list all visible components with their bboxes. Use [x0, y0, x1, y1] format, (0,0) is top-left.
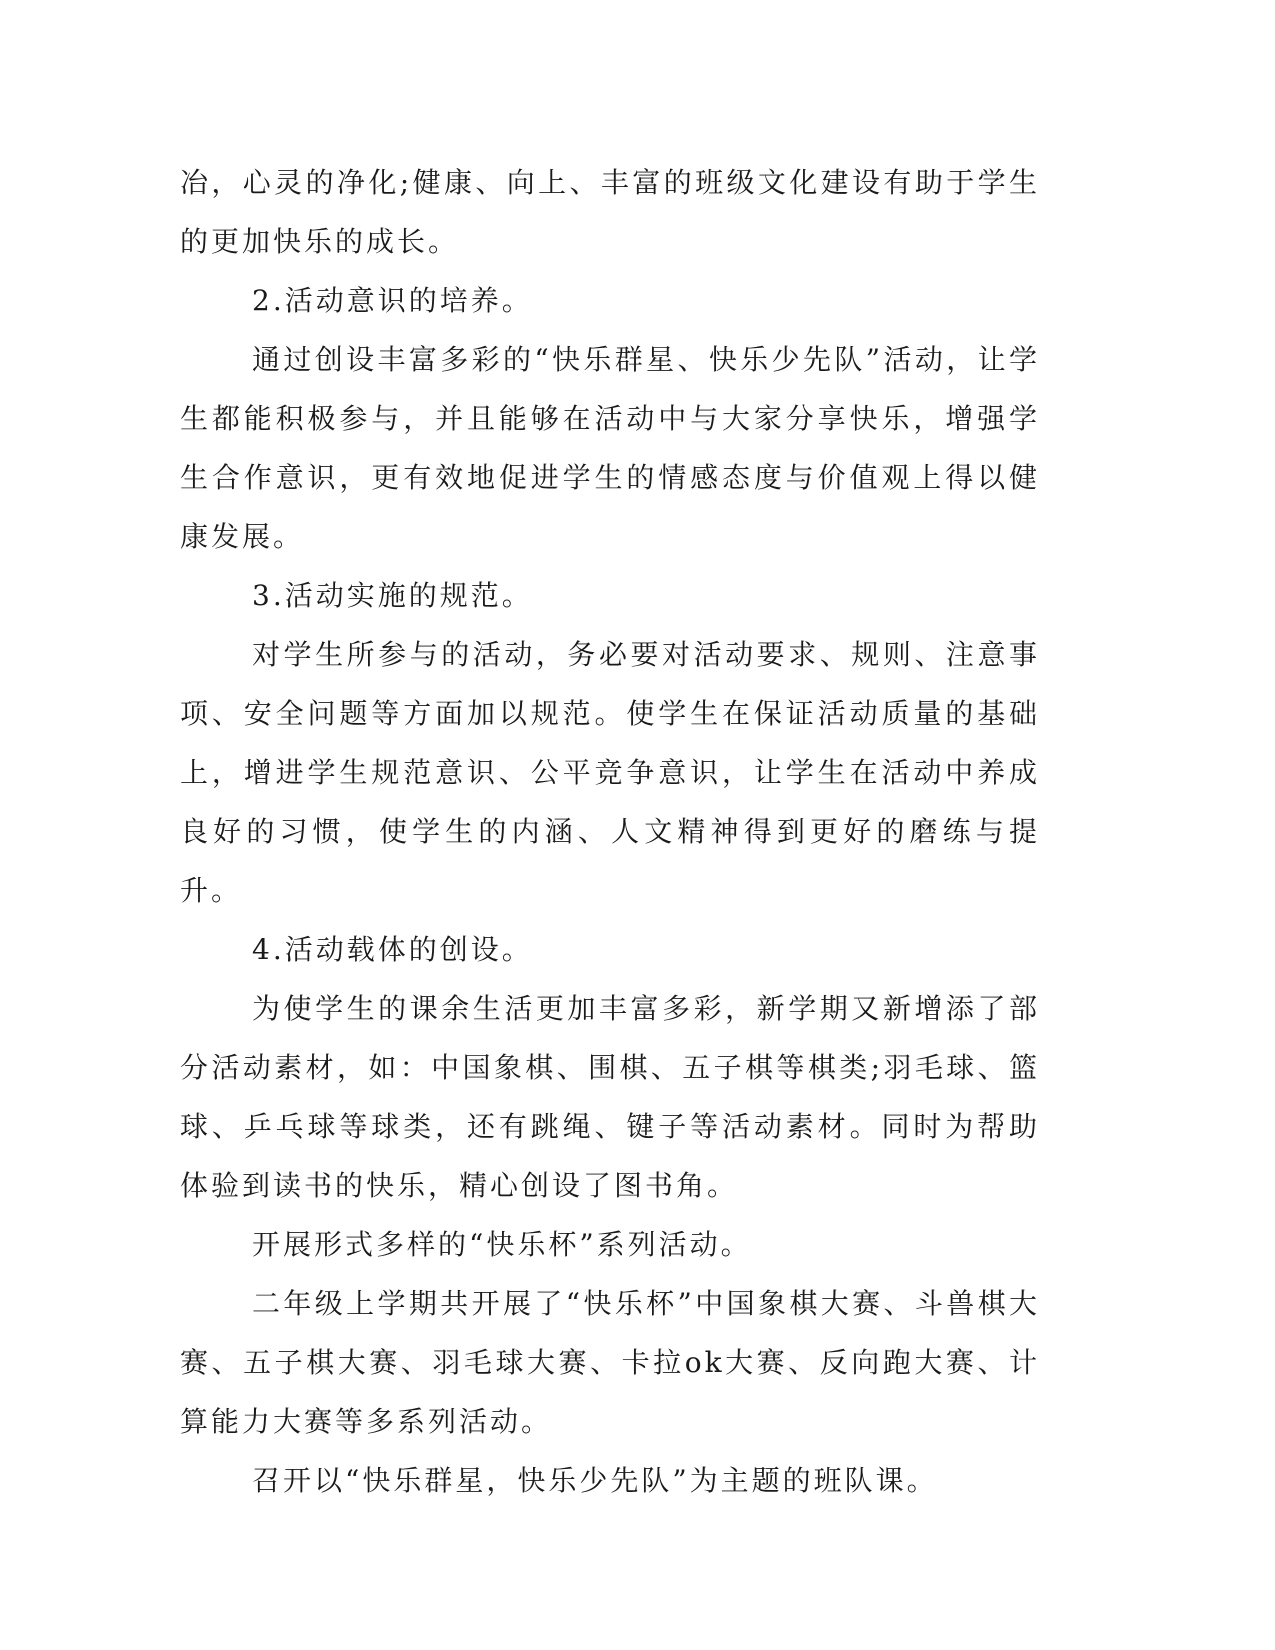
paragraph-activity-norms: 对学生所参与的活动，务必要对活动要求、规则、注意事项、安全问题等方面加以规范。使学生在保证活动质量的基础上，增进学生规范意识、公平竞争意识，让学生在活动中养成良好的习惯，使学生的内涵、人文精神得到更好的磨练与提升。: [180, 638, 1040, 907]
paragraph-continuation: 冶，心灵的净化;健康、向上、丰富的班级文化建设有助于学生的更加快乐的成长。: [180, 166, 1040, 258]
section-heading-4: 4.活动载体的创设。: [252, 933, 533, 966]
paragraph-competitions: 二年级上学期共开展了“快乐杯”中国象棋大赛、斗兽棋大赛、五子棋大赛、羽毛球大赛、卡拉ok大赛、反向跑大赛、计算能力大赛等多系列活动。: [180, 1287, 1040, 1438]
document-page: [180, 153, 1040, 1510]
paragraph-cup-series: 开展形式多样的“快乐杯”系列活动。: [252, 1228, 752, 1261]
paragraph-activity-awareness: 通过创设丰富多彩的“快乐群星、快乐少先队”活动，让学生都能积极参与，并且能够在活动中与大家分享快乐，增强学生合作意识，更有效地促进学生的情感态度与价值观上得以健康发展。: [180, 343, 1040, 553]
paragraph-activity-materials: 为使学生的课余生活更加丰富多彩，新学期又新增添了部分活动素材，如：中国象棋、围棋、五子棋等棋类;羽毛球、篮球、乒乓球等球类，还有跳绳、键子等活动素材。同时为帮助体验到读书的快乐，精心创设了图书角。: [180, 992, 1040, 1202]
section-heading-2: 2.活动意识的培养。: [252, 284, 533, 317]
paragraph-class-meeting: 召开以“快乐群星，快乐少先队”为主题的班队课。: [252, 1464, 938, 1497]
section-heading-3: 3.活动实施的规范。: [252, 579, 533, 612]
